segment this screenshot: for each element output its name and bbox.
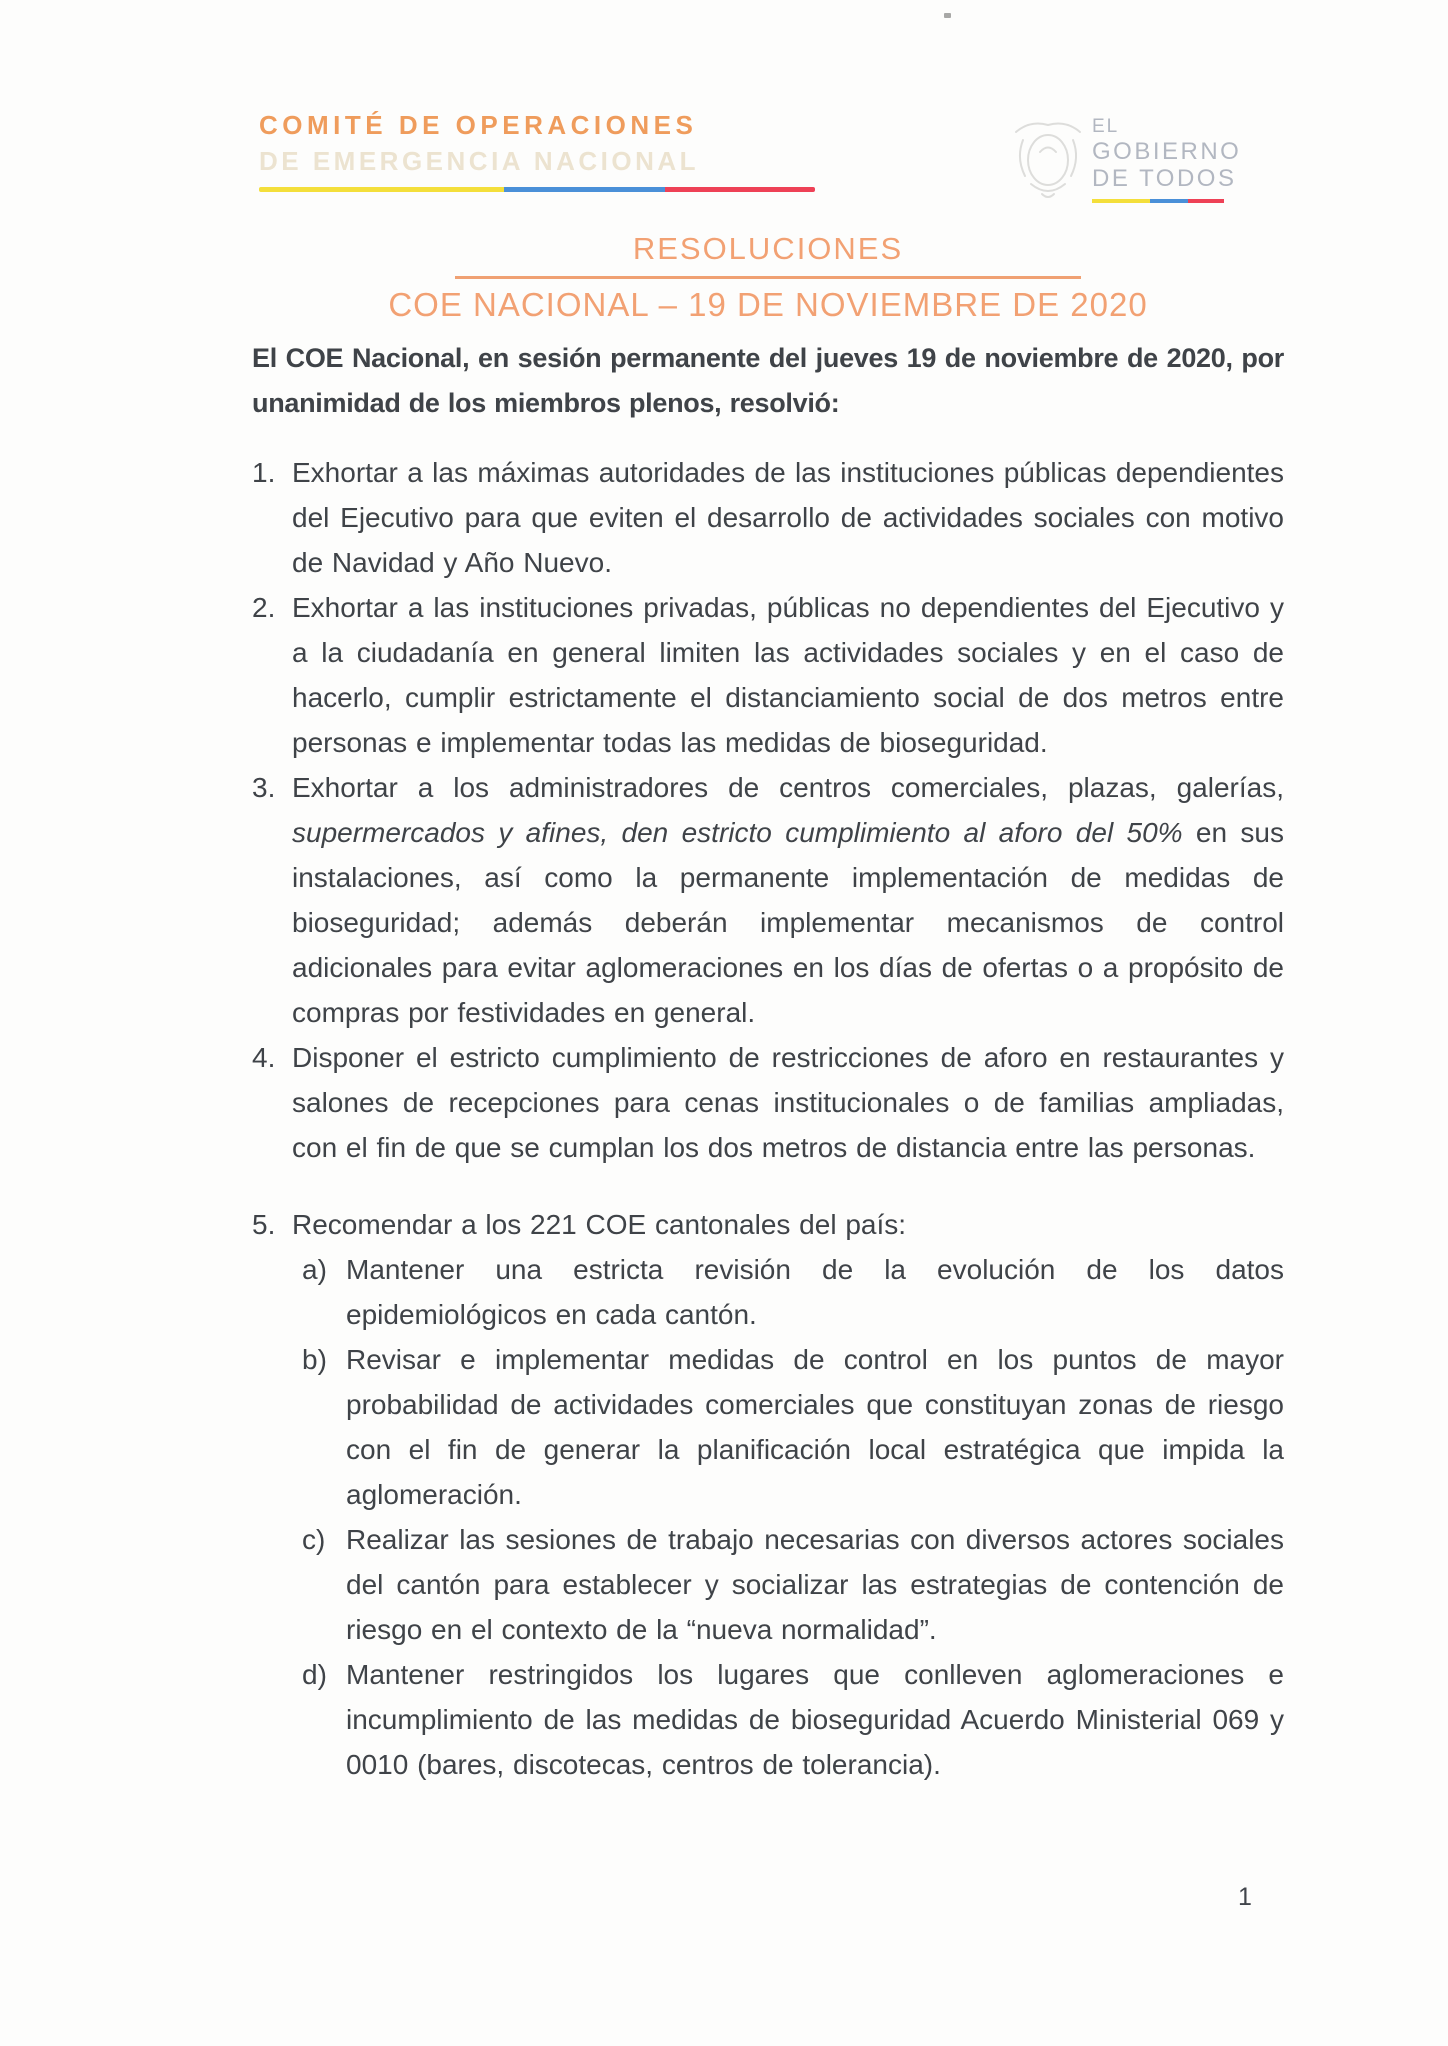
resolution-item-1 bbox=[252, 450, 1284, 585]
flag-yellow-segment bbox=[1092, 199, 1150, 203]
coe-logo bbox=[259, 110, 815, 192]
item-text-italic: supermercados y afines, den estricto cumplimiento al aforo del 50% bbox=[292, 817, 1183, 848]
item-text: Disponer el estricto cumplimiento de restricciones de aforo en restaurantes y salones de recepciones para cenas institucionales o de familias ampliadas, con el fin de que se cumplan los dos metros de distancia entre las personas. bbox=[292, 1042, 1284, 1163]
flag-blue-segment bbox=[1150, 199, 1188, 203]
scan-artifact-dot bbox=[944, 13, 951, 18]
item-number: 2. bbox=[252, 592, 276, 623]
flag-red-segment bbox=[665, 187, 815, 192]
flag-blue-segment bbox=[504, 187, 665, 192]
document-title: RESOLUCIONES bbox=[632, 231, 904, 266]
item-number: 4. bbox=[252, 1042, 276, 1073]
resolution-item-5a bbox=[302, 1247, 1284, 1337]
flag-red-segment bbox=[1188, 199, 1224, 203]
resolution-item-3 bbox=[252, 765, 1284, 1035]
resolution-item-2 bbox=[252, 585, 1284, 765]
ecuador-crest-icon bbox=[1010, 116, 1086, 202]
subitem-marker: d) bbox=[302, 1659, 327, 1690]
resolution-item-5 bbox=[252, 1202, 1284, 1247]
resolution-item-5c bbox=[302, 1517, 1284, 1652]
item-text-rest: en sus instalaciones, así como la permanente implementación de medidas de bioseguridad; además deberán implementar mecanismos de control adicionales para evitar aglomeraciones en los días de ofertas o a propósito de compras por festividades en general. bbox=[292, 817, 1284, 1028]
intro-paragraph: El COE Nacional, en sesión permanente del jueves 19 de noviembre de 2020, por unanimidad de los miembros plenos, resolvió: bbox=[252, 343, 1284, 418]
subitem-marker: b) bbox=[302, 1344, 327, 1375]
subitem-marker: c) bbox=[302, 1524, 326, 1555]
resolution-item-4 bbox=[252, 1035, 1284, 1170]
subitem-text: Mantener una estricta revisión de la evolución de los datos epidemiológicos en cada cantón. bbox=[346, 1254, 1284, 1330]
item-text: Exhortar a las instituciones privadas, públicas no dependientes del Ejecutivo y a la ciudadanía en general limiten las actividades sociales y en el caso de hacerlo, cumplir estrictamente el distanciamiento social de dos metros entre personas e implementar todas las medidas de bioseguridad. bbox=[292, 592, 1284, 758]
page-number: 1 bbox=[1238, 1883, 1252, 1911]
title-block bbox=[252, 231, 1284, 324]
subitem-text: Revisar e implementar medidas de control en los puntos de mayor probabilidad de actividades comerciales que constituyan zonas de riesgo con el fin de generar la planificación local estratégica que impida la aglomeración. bbox=[346, 1344, 1284, 1510]
item-text-lead: Exhortar a los administradores de centros comerciales, plazas, galerías, bbox=[292, 772, 1284, 803]
document-body bbox=[252, 336, 1284, 1787]
subitem-text: Mantener restringidos los lugares que conlleven aglomeraciones e incumplimiento de las medidas de bioseguridad Acuerdo Ministerial 069 y 0010 (bares, discotecas, centros de tolerancia). bbox=[346, 1659, 1284, 1780]
document-subtitle: COE NACIONAL – 19 DE NOVIEMBRE DE 2020 bbox=[388, 286, 1148, 323]
subitem-text: Realizar las sesiones de trabajo necesarias con diversos actores sociales del cantón para establecer y socializar las estrategias de contención de riesgo en el contexto de la “nueva normalidad”. bbox=[346, 1524, 1284, 1645]
subitem-marker: a) bbox=[302, 1254, 327, 1285]
item-number: 1. bbox=[252, 457, 276, 488]
item-text: Recomendar a los 221 COE cantonales del país: bbox=[292, 1209, 907, 1240]
gobierno-logo-text bbox=[1092, 112, 1241, 203]
item-text: Exhortar a las máximas autoridades de las instituciones públicas dependientes del Ejecutivo para que eviten el desarrollo de actividades sociales con motivo de Navidad y Año Nuevo. bbox=[292, 457, 1284, 578]
resolution-item-5d bbox=[302, 1652, 1284, 1787]
gobierno-logo-line2: GOBIERNO bbox=[1092, 138, 1242, 165]
title-underline bbox=[455, 276, 1081, 279]
gobierno-logo-line3: DE TODOS bbox=[1092, 165, 1237, 192]
coe-logo-line2: DE EMERGENCIA NACIONAL bbox=[259, 146, 700, 176]
gobierno-logo bbox=[1010, 112, 1241, 203]
flag-yellow-segment bbox=[259, 187, 504, 192]
item-number: 5. bbox=[252, 1209, 276, 1240]
ecuador-flag-bar bbox=[259, 187, 815, 192]
item-number: 3. bbox=[252, 772, 276, 803]
item-text bbox=[292, 765, 1284, 1035]
ecuador-flag-bar-small bbox=[1092, 199, 1224, 203]
coe-logo-line1: COMITÉ DE OPERACIONES bbox=[259, 110, 698, 140]
gobierno-logo-line1: EL bbox=[1092, 116, 1120, 137]
resolution-item-5b bbox=[302, 1337, 1284, 1517]
